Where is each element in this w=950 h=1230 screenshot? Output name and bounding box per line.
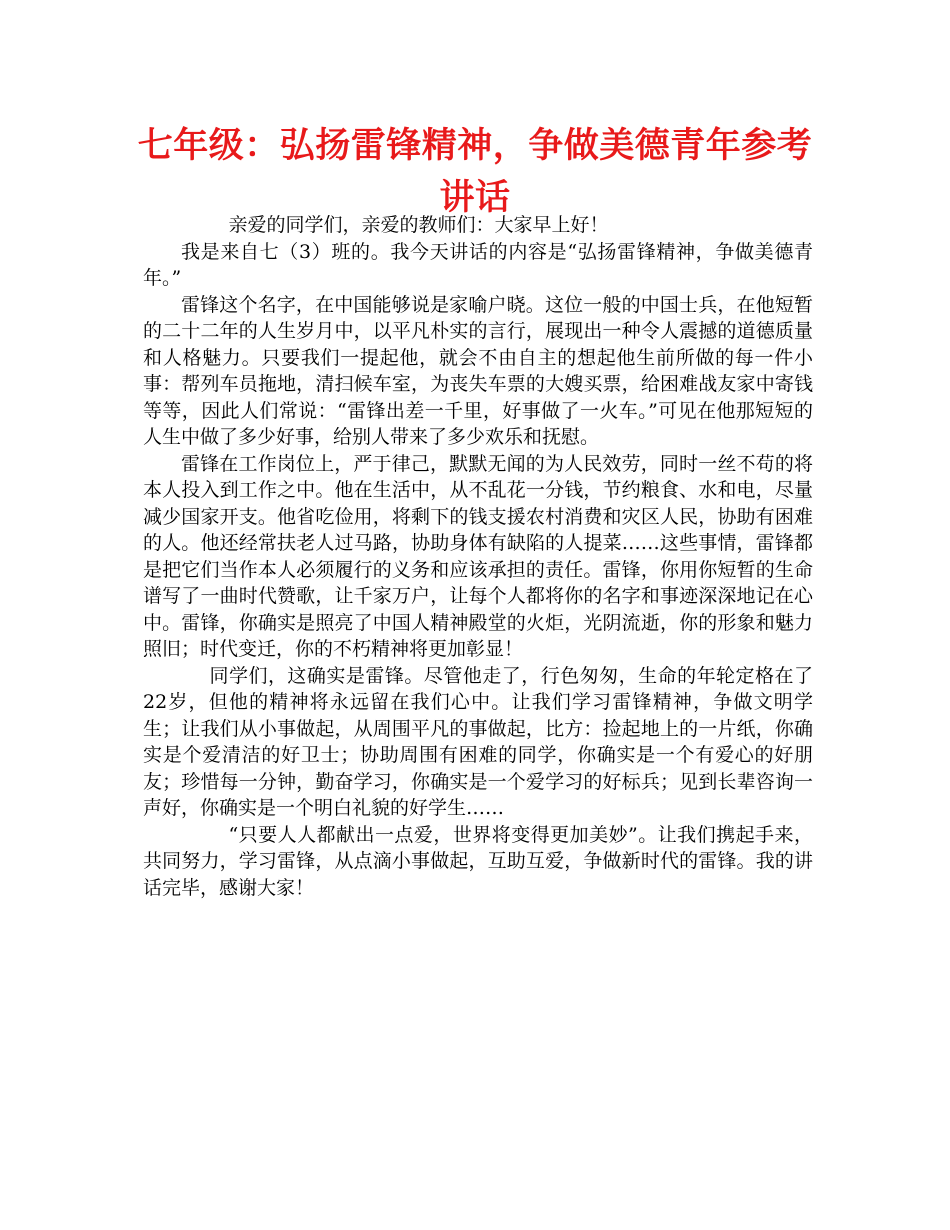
closing-paragraph: “只要人人都献出一点爱，世界将变得更加美妙”。让我们携起手来，共同努力，学习雷锋，从点滴小事做起，互助互爱，争做新时代的雷锋。我的讲话完毕，感谢大家！ — [143, 823, 813, 899]
greeting-paragraph: 亲爱的同学们，亲爱的教师们：大家早上好！ — [228, 214, 609, 236]
body-paragraph: 雷锋这个名字，在中国能够说是家喻户晓。这位一般的中国士兵，在他短暂的二十二年的人生岁月中，以平凡朴实的言行，展现出一种令人震撼的道德质量和人格魅力。只要我们一提起他，就会不由自主的想起他生前所做的每一件小事：帮列车员拖地，清扫候车室，为丧失车票的大嫂买票，给困难战友家中寄钱等等，因此人们常说：“雷锋出差一千里，好事做了一火车。”可见在他那短短的人生中做了多少好事，给别人带来了多少欢乐和抚慰。 — [143, 293, 813, 448]
document-title: 七年级：弘扬雷锋精神，争做美德青年参考讲话 — [137, 126, 813, 218]
body-paragraph: 雷锋在工作岗位上，严于律己，默默无闻的为人民效劳，同时一丝不苟的将本人投入到工作之中。他在生活中，从不乱花一分钱，节约粮食、水和电，尽量减少国家开支。他省吃俭用，将剩下的钱支援农村消费和灾区人民，协助有困难的人。他还经常扶老人过马路，协助身体有缺陷的人提菜……这些事情，雷锋都是把它们当作本人必须履行的义务和应该承担的责任。雷锋，你用你短暂的生命谱写了一曲时代赞歌，让千家万户，让每个人都将你的名字和事迹深深地记在心中。雷锋，你确实是照亮了中国人精神殿堂的火炬，光阴流逝，你的形象和魅力照旧；时代变迁，你的不朽精神将更加彰显！ — [143, 452, 813, 660]
body-paragraph: 同学们，这确实是雷锋。尽管他走了，行色匆匆，生命的年轮定格在了22岁，但他的精神将永远留在我们心中。让我们学习雷锋精神，争做文明学生；让我们从小事做起，从周围平凡的事做起，比方：捡起地上的一片纸，你确实是个爱清洁的好卫士；协助周围有困难的同学，你确实是一个有爱心的好朋友；珍惜每一分钟，勤奋学习，你确实是一个爱学习的好标兵；见到长辈咨询一声好，你确实是一个明白礼貌的好学生…… — [143, 664, 813, 819]
intro-paragraph: 我是来自七（3）班的。我今天讲话的内容是“弘扬雷锋精神，争做美德青年。” — [143, 240, 813, 289]
document-body — [143, 212, 813, 901]
